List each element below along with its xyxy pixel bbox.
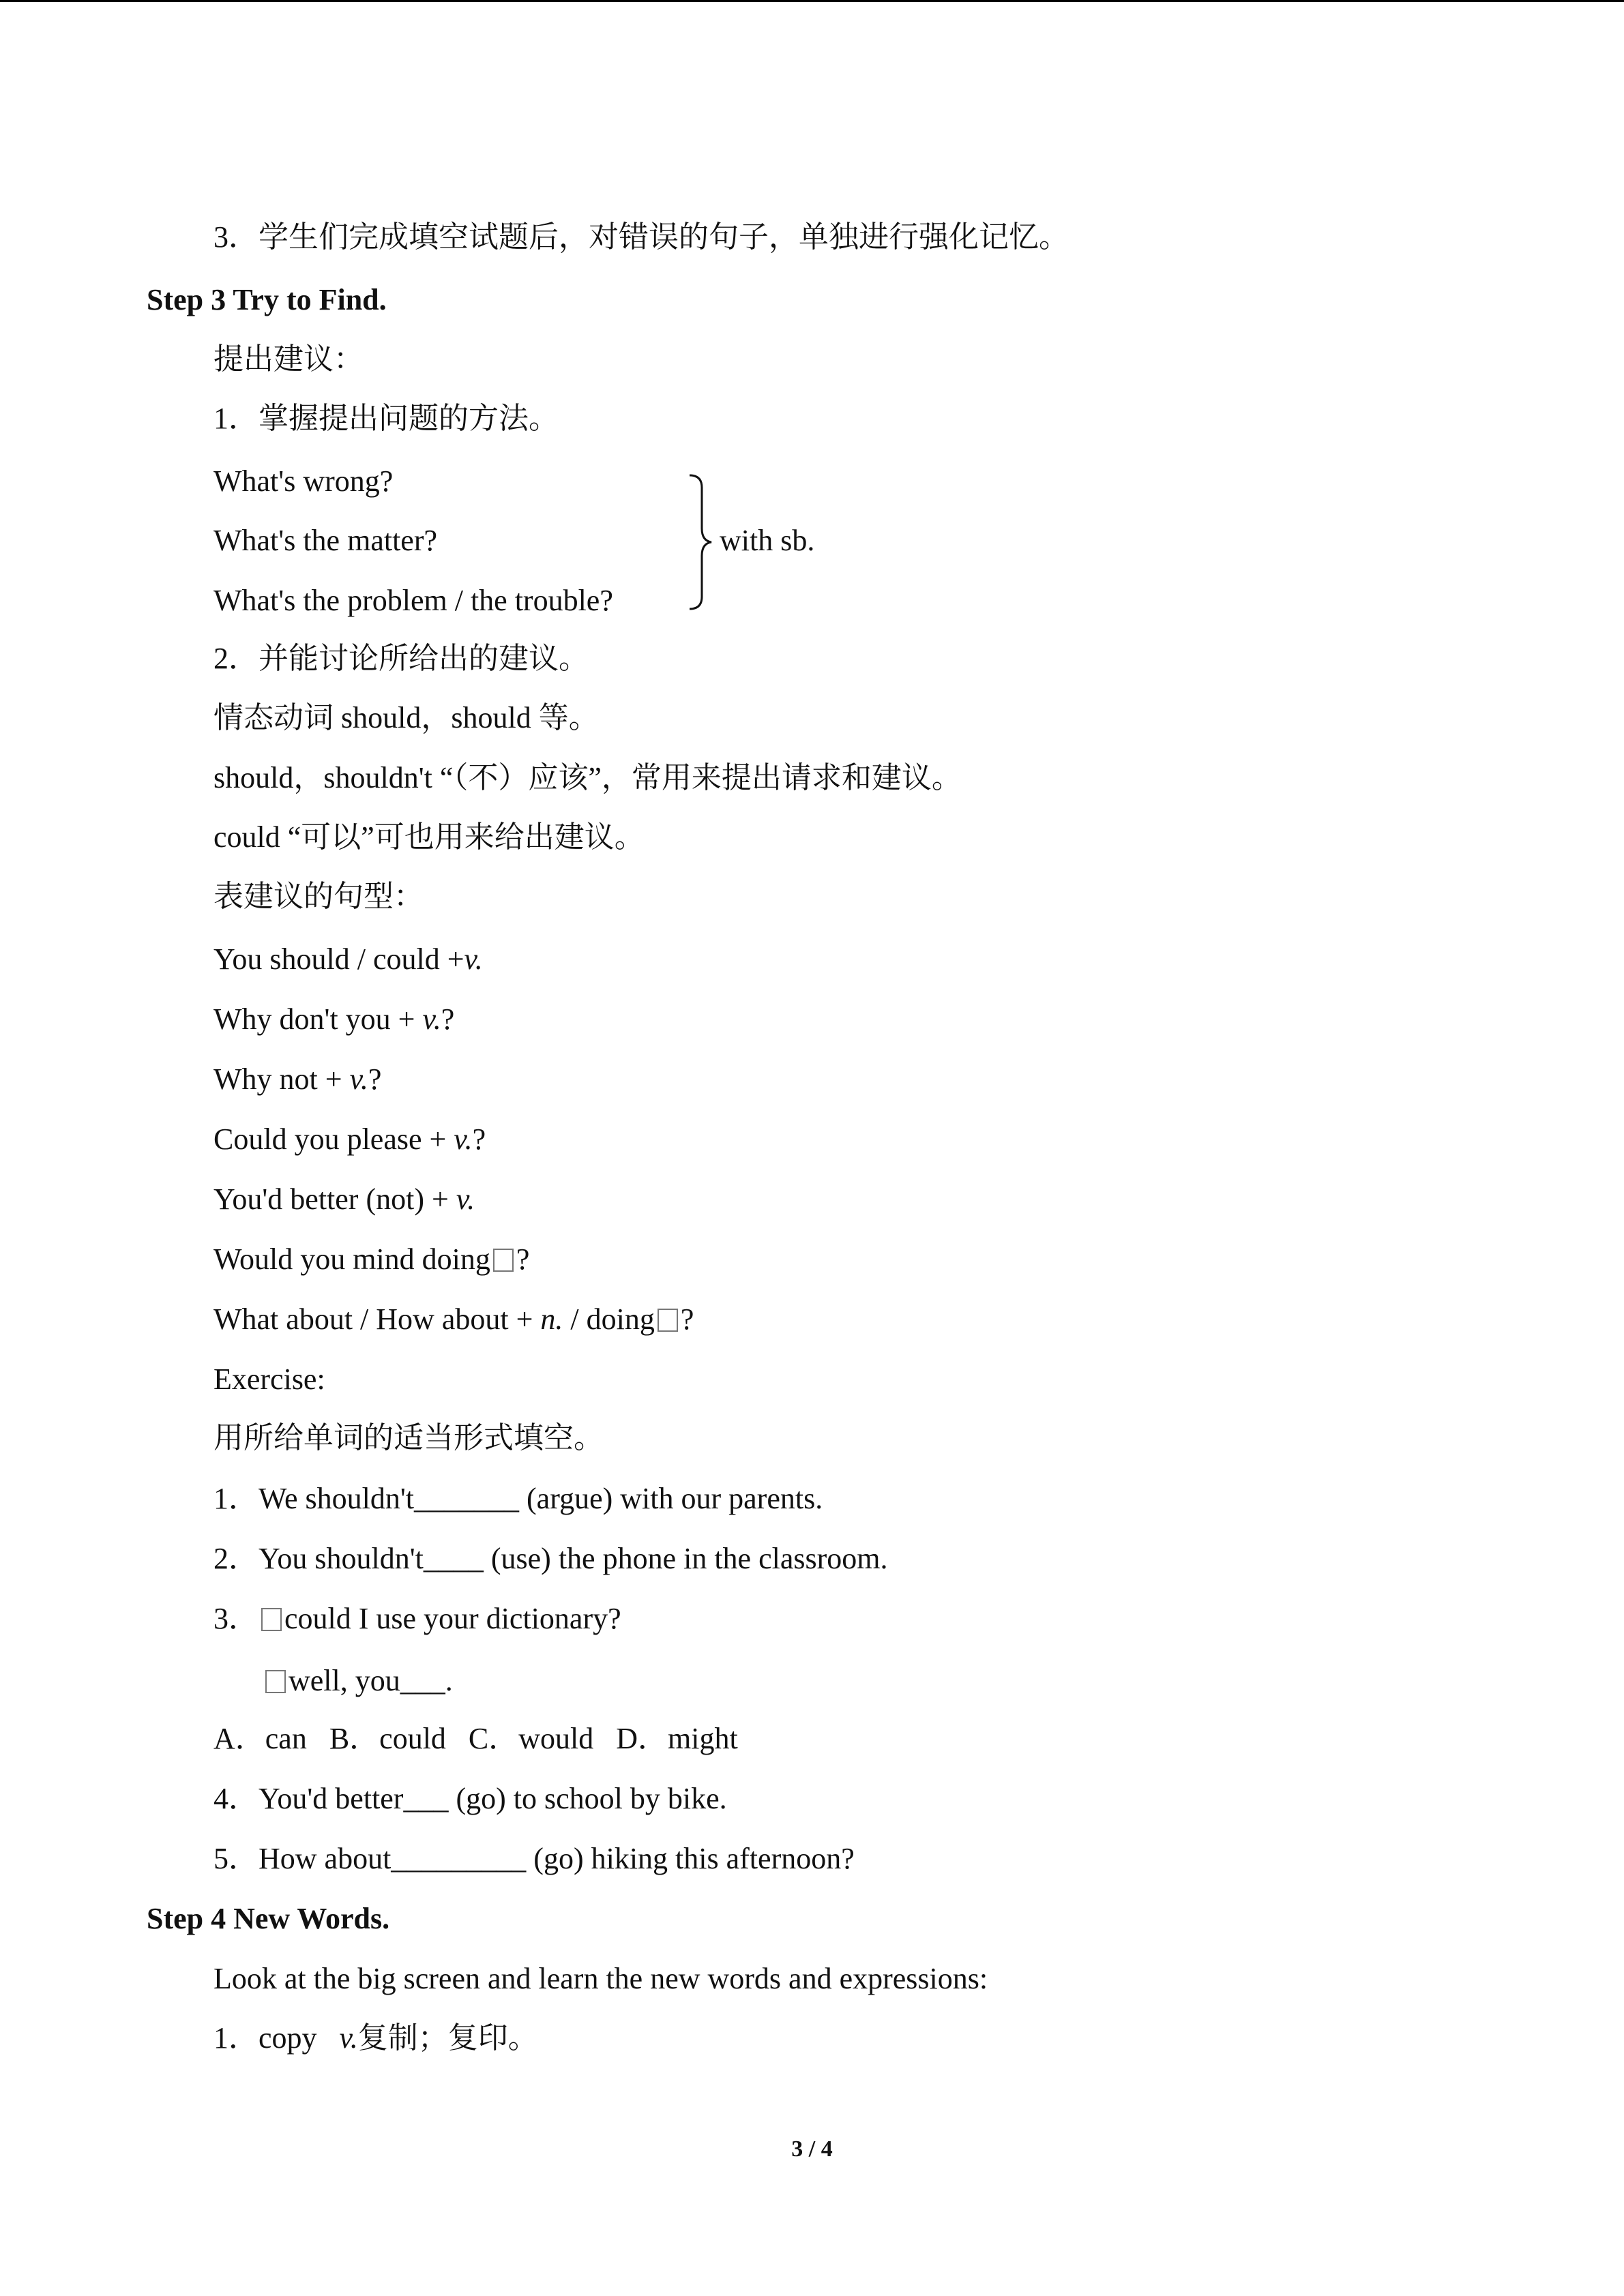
vocab-item: 1．copy v.复制；复印。: [213, 2021, 538, 2055]
exercise-options: A．can B．could C．would D．might: [213, 1722, 738, 1755]
text-line: 提出建议：: [213, 342, 364, 376]
sentence-pattern: Could you please + v.?: [213, 1122, 486, 1156]
exercise-item: 5．How about_________ (go) hiking this afternoon?: [213, 1842, 855, 1875]
sentence-pattern: Would you mind doing ?: [213, 1242, 530, 1276]
question-line: What's the problem / the trouble?: [213, 584, 613, 617]
text-line: 表建议的句型：: [213, 880, 424, 913]
question-line: What's the matter?: [213, 524, 438, 557]
text-line: Exercise:: [213, 1362, 325, 1396]
missing-glyph-box: [261, 1608, 282, 1631]
page-number: 3 / 4: [791, 2136, 833, 2162]
exercise-item: 2．You shouldn't____ (use) the phone in the classroom.: [213, 1542, 888, 1575]
section-heading-step4: Step 4 New Words.: [147, 1902, 390, 1935]
exercise-item: well, you___.: [263, 1662, 453, 1700]
section-heading-step3: Step 3 Try to Find.: [147, 283, 387, 316]
text-line: could “可以”可也用来给出建议。: [213, 820, 645, 854]
sentence-pattern: Why don't you + v.?: [213, 1002, 455, 1036]
missing-glyph-box: [265, 1670, 286, 1693]
sentence-pattern: You should / could +v.: [213, 942, 483, 976]
right-brace-icon: [685, 473, 713, 612]
text-line: 情态动词 should，should 等。: [213, 701, 599, 734]
text-line: Look at the big screen and learn the new words and expressions:: [213, 1962, 988, 1995]
brace-label: with sb.: [720, 524, 815, 557]
sentence-pattern: What about / How about + n. / doing ?: [213, 1302, 694, 1336]
missing-glyph-box: [493, 1249, 514, 1272]
sentence-pattern: You'd better (not) + v.: [213, 1182, 475, 1216]
text-line: should，shouldn't “（不）应该”，常用来提出请求和建议。: [213, 761, 962, 794]
question-line: What's wrong?: [213, 464, 394, 498]
text-line: 3．学生们完成填空试题后，对错误的句子，单独进行强化记忆。: [213, 220, 1069, 254]
exercise-item: 3． could I use your dictionary?: [213, 1602, 621, 1635]
missing-glyph-box: [658, 1309, 678, 1332]
exercise-item: 1．We shouldn't_______ (argue) with our parents.: [213, 1482, 823, 1515]
text-line: 用所给单词的适当形式填空。: [213, 1421, 604, 1455]
exercise-item: 4．You'd better___ (go) to school by bike.: [213, 1782, 727, 1815]
text-line: 2．并能讨论所给出的建议。: [213, 642, 589, 675]
text-line: 1．掌握提出问题的方法。: [213, 402, 559, 435]
sentence-pattern: Why not + v.?: [213, 1062, 382, 1096]
